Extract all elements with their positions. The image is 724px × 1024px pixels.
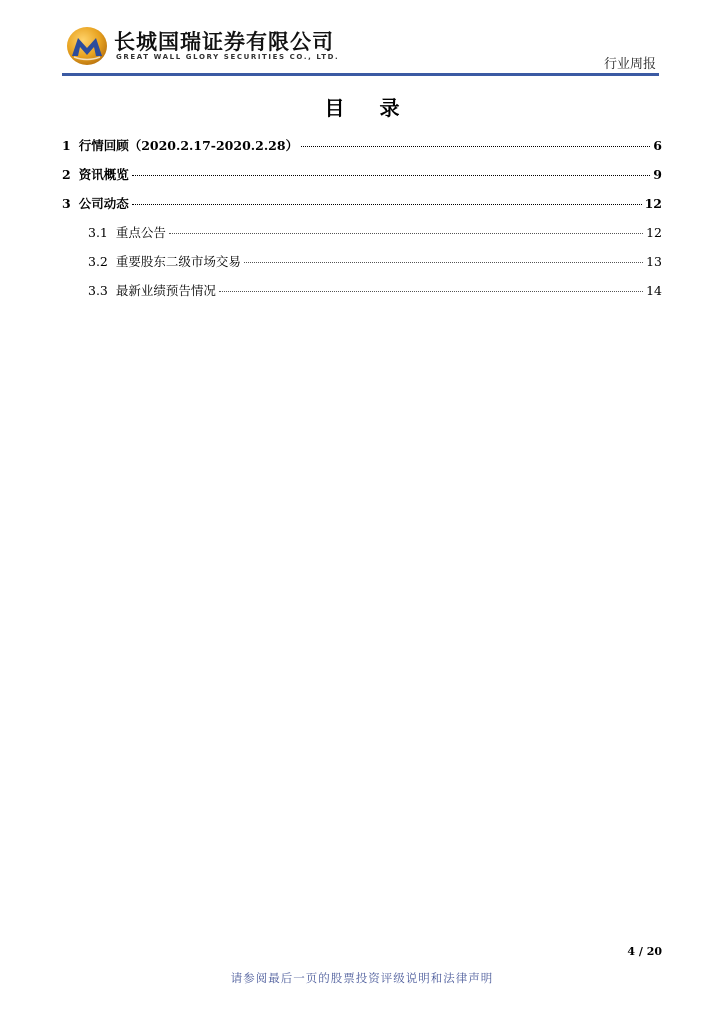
toc-entry-number: 3.2 — [88, 254, 108, 269]
toc-leader-dots — [219, 291, 643, 292]
toc-entry-page: 14 — [646, 283, 662, 298]
toc-entry-2[interactable] — [62, 165, 662, 194]
toc-entry-page: 12 — [644, 196, 662, 211]
company-name-en: GREAT WALL GLORY SECURITIES CO., LTD. — [116, 53, 340, 61]
toc-entry-3[interactable] — [62, 194, 662, 223]
toc-entry-label: 公司动态 — [78, 196, 129, 211]
toc-entry-1[interactable] — [62, 136, 662, 165]
company-name-cn: 长城国瑞证券有限公司 — [114, 30, 334, 54]
toc-entry-3-2[interactable] — [62, 252, 662, 281]
toc-entry-number: 1 — [62, 138, 71, 153]
toc-entry-page: 9 — [653, 167, 662, 182]
toc-leader-dots — [132, 175, 651, 176]
toc-entry-label: 行情回顾（2020.2.17-2020.2.28） — [78, 138, 299, 153]
toc-entry-page: 13 — [646, 254, 662, 269]
toc-entry-label: 重要股东二级市场交易 — [115, 254, 241, 269]
toc-entry-label: 最新业绩预告情况 — [115, 283, 216, 298]
toc-entry-number: 3.3 — [88, 283, 108, 298]
toc-leader-dots — [244, 262, 643, 263]
company-logo-icon — [66, 26, 108, 66]
toc-entry-page: 6 — [653, 138, 662, 153]
toc-leader-dots — [132, 204, 642, 205]
toc-leader-dots — [169, 233, 643, 234]
toc-entry-3-1[interactable] — [62, 223, 662, 252]
report-type-label: 行业周报 — [603, 57, 656, 72]
table-of-contents — [62, 136, 662, 310]
header-divider — [62, 73, 659, 76]
toc-entry-page: 12 — [646, 225, 662, 240]
legal-disclaimer: 请参阅最后一页的股票投资评级说明和法律声明 — [230, 971, 494, 985]
toc-leader-dots — [301, 146, 650, 147]
page-number: 4 / 20 — [627, 945, 662, 958]
toc-entry-label: 重点公告 — [115, 225, 166, 240]
toc-entry-label: 资讯概览 — [78, 167, 129, 182]
toc-entry-number: 3.1 — [88, 225, 108, 240]
toc-title: 目 录 — [324, 96, 414, 120]
toc-entry-number: 2 — [62, 167, 71, 182]
toc-entry-number: 3 — [62, 196, 71, 211]
toc-entry-3-3[interactable] — [62, 281, 662, 310]
